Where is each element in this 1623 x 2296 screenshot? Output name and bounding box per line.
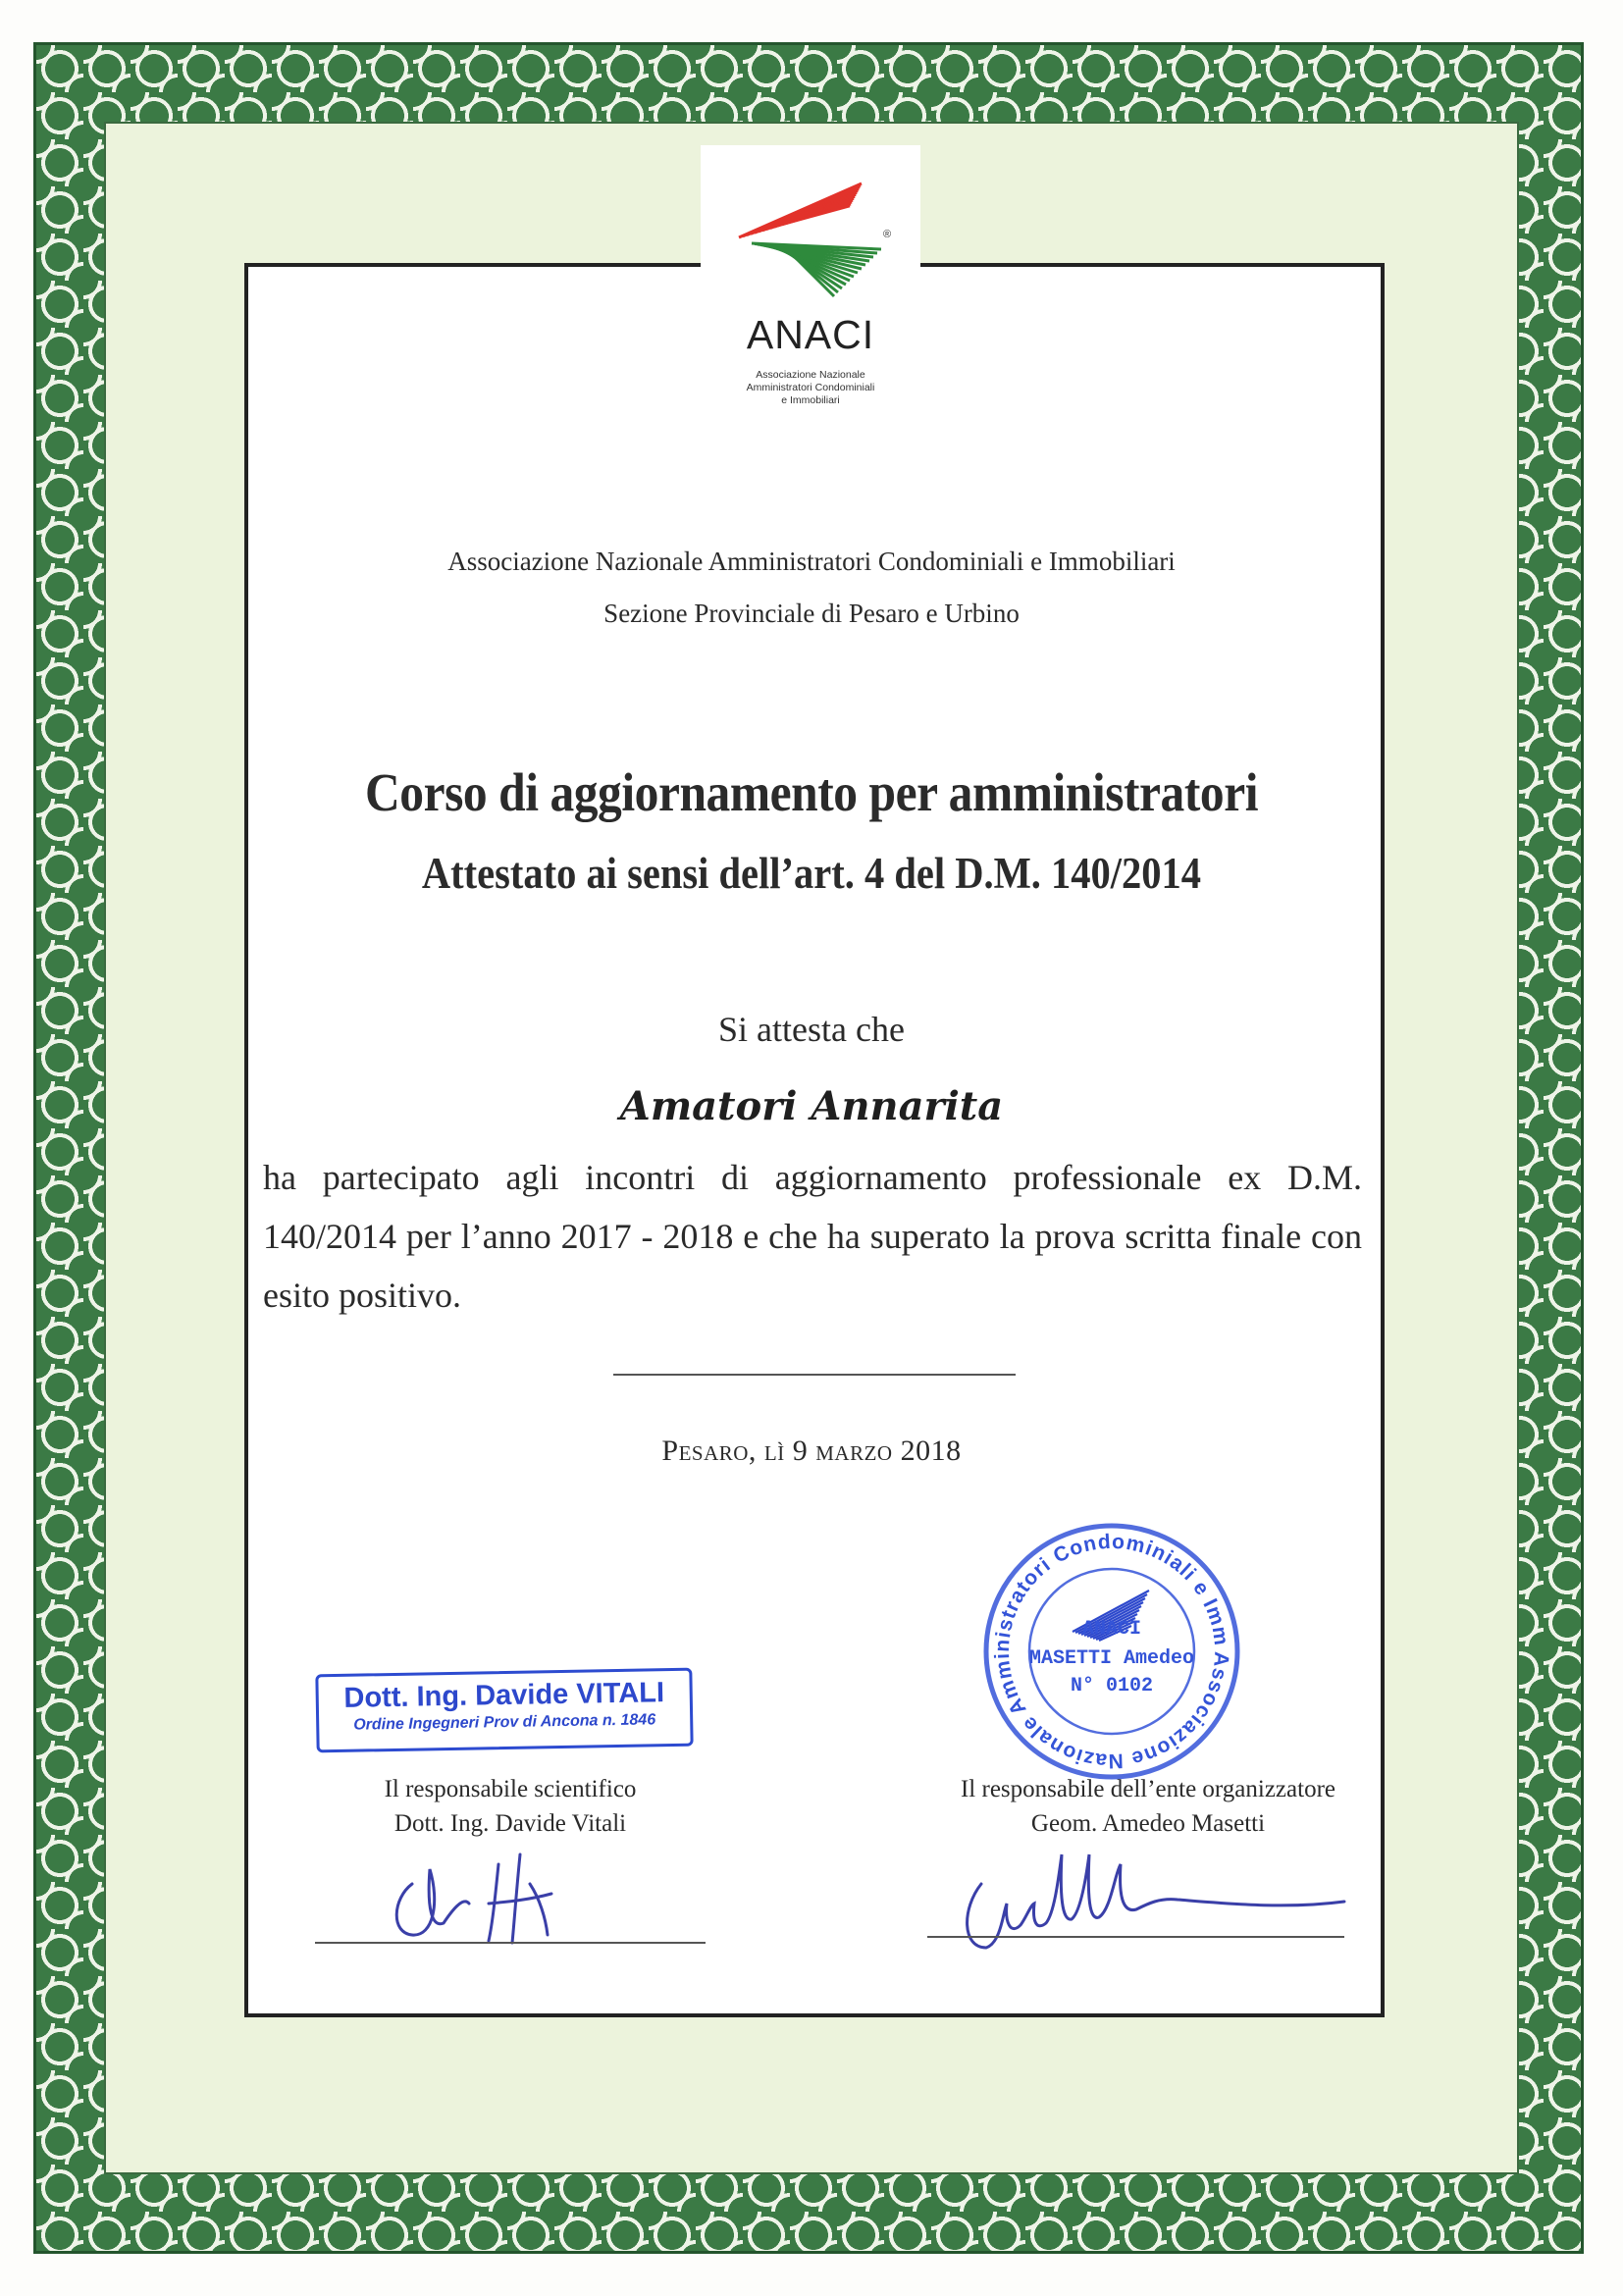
round-stamp-ring-text: Associazione Nazionale Amministratori Condominiali e Imm [990,1530,1233,1773]
brand-subtitle-line3: e Immobiliari [781,394,840,406]
divider [613,1374,1016,1376]
stamp-vitali-name: Dott. Ing. Davide VITALI [343,1677,665,1714]
brand-subtitle-line1: Associazione Nazionale [756,369,865,381]
anaci-logo-icon [734,169,901,306]
attestation-body: ha partecipato agli incontri di aggiornamento professionale ex D.M. 140/2014 per l’anno 2017 - 2018 e che ha superato la prova scritta finale con esito positivo. [263,1158,1362,1315]
right-signatory-role: Il responsabile dell’ente organizzatore [960,1776,1335,1802]
brand-subtitle-line2: Amministratori Condominiali [746,382,875,393]
vitali-professional-stamp [315,1668,693,1753]
recipient-name: Amatori Annarita [619,1083,1004,1129]
certificate-subtitle: Attestato ai sensi dell’art. 4 del D.M. 140/2014 [421,849,1202,898]
left-signature-line [315,1942,706,1944]
left-signatory-name: Dott. Ing. Davide Vitali [393,1810,627,1837]
place-and-date: Pesaro, lì 9 marzo 2018 [661,1435,962,1467]
organization-name: Associazione Nazionale Amministratori Condominiali e Immobiliari [447,547,1176,576]
organization-section: Sezione Provinciale di Pesaro e Urbino [603,599,1020,628]
left-signature [373,1825,618,1953]
stamp-vitali-registration: Ordine Ingegneri Prov di Ancona n. 1846 [353,1711,656,1734]
left-signatory-role: Il responsabile scientifico [384,1776,637,1802]
round-stamp-name: ANACI [1081,1618,1141,1641]
right-signatory-name: Geom. Amedeo Masetti [1030,1810,1266,1837]
brand-name: ANACI [746,312,875,357]
registered-mark: ® [883,229,892,240]
round-stamp-number: N° 0102 [1070,1675,1153,1697]
right-signature-line [927,1936,1344,1938]
round-stamp-holder: MASETTI Amedeo [1028,1647,1195,1670]
attestation-intro: Si attesta che [718,1010,905,1049]
right-signature [942,1815,1393,1962]
anaci-round-stamp [979,1519,1244,1784]
certificate-title: Corso di aggiornamento per amministratori [364,762,1259,822]
